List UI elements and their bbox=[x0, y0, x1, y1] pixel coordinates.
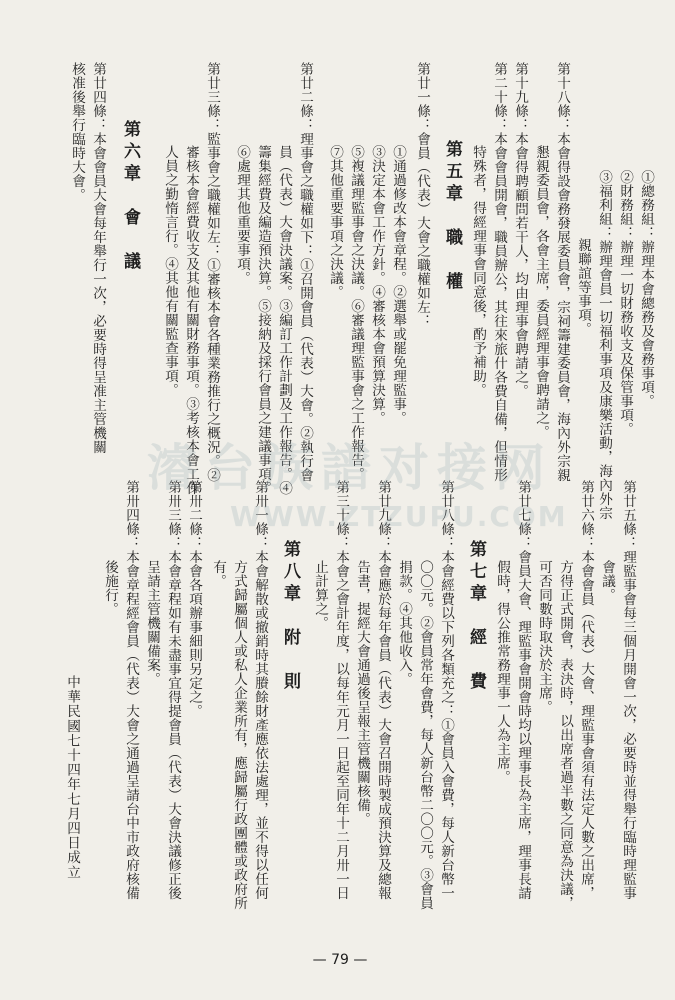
establishment-date: 中華民國七十四年七月四日成立 bbox=[64, 675, 80, 880]
text-column: ①總務組：辦理本會總務及會務事項。 bbox=[638, 170, 654, 408]
text-column: 第廿六條：本會會員（代表）大會、理監事會須有法定人數之出席， bbox=[578, 480, 594, 900]
text-column: 親聯誼等事項。 bbox=[575, 238, 591, 336]
text-column: 〇〇元。②會員常年會費，每人新台幣二〇〇元。③會員 bbox=[417, 560, 433, 910]
text-column: 止計算之。 bbox=[312, 560, 328, 630]
text-column: 第廿八條：本會經費以下列各類充之：①會員入會費，每人新台幣一 bbox=[438, 480, 454, 900]
watermark: 濬台族譜对接网 bbox=[147, 438, 553, 497]
text-column: 第廿二條：理事會之職權如下：①召開會員（代表）大會。②執行會 bbox=[297, 62, 313, 482]
text-column: 第二十條：本會會員開會，職員辦公，其往來旅什各費自備，但情形 bbox=[491, 62, 507, 482]
text-column: 第三十條：本會之會計年度，以每年元月一日起至同年十二月卅一日 bbox=[333, 480, 349, 900]
chapter-heading: 第六章 會 議 bbox=[120, 120, 140, 274]
text-column: 第廿五條：理監事會每三個月開會一次，必要時並得舉行臨時理監事 bbox=[620, 480, 636, 900]
text-column: 有。 bbox=[210, 560, 226, 588]
text-column: 第卅二條：本會各項辦事細則另定之。 bbox=[186, 480, 202, 718]
chapter-heading: 第五章 職 權 bbox=[442, 140, 462, 294]
text-column: 第卅一條：本會解散或撤銷時其賸餘財產應依法處理，並不得以任何 bbox=[252, 480, 268, 900]
text-column: ③福利組：辦理會員一切福利事項及康樂活動，海內外宗 bbox=[596, 170, 612, 520]
text-column: 第廿四條：本會會員大會每年舉行一次，必要時得呈准主管機關 bbox=[90, 62, 106, 454]
text-column: 第廿一條：會員（代表）大會之職權如左： bbox=[414, 62, 430, 328]
text-column: ②財務組：辦理一切財務收支及保管事項。 bbox=[617, 170, 633, 436]
text-column: 第卅三條：本會章程如有未盡事宜得提會員（代表）大會決議修正後 bbox=[165, 480, 181, 900]
text-column: 審核本會經費收支及其他有關財務事項。③考核本會工作 bbox=[183, 145, 199, 495]
text-column: 第十九條：本會得聘顧問若干人，均由理事會聘請之。 bbox=[512, 62, 528, 398]
text-column: ①通過修改本會章程。②選舉或罷免理監事。 bbox=[390, 145, 406, 425]
text-column: 第廿三條：監事會之職權如左：①審核本會各種業務推行之概況。② bbox=[204, 62, 220, 482]
text-column: 員（代表）大會決議案。③編訂工作計劃及工作報告。④ bbox=[276, 145, 292, 495]
text-column: 籌集經費及編造預決算。⑤接納及採行會員之建議事項。 bbox=[255, 145, 271, 495]
text-column: 特殊者，得經理事會同意後，酌予補助。 bbox=[470, 145, 486, 397]
text-column: 第廿七條：會員大會、理監事會開會時均以理事長為主席，理事長請 bbox=[515, 480, 531, 900]
text-column: 第卅四條：本會章程經會員（代表）大會之通過呈請台中市政府核備 bbox=[123, 480, 139, 900]
text-column: 方式歸屬個人或私人企業所有，應歸屬行政團體或政府所 bbox=[231, 560, 247, 910]
text-column: 方得正式開會，表決時，以出席者過半數之同意為決議， bbox=[557, 560, 573, 910]
text-column: 假時，得公推常務理事一人為主席。 bbox=[494, 560, 510, 784]
text-column: 第十八條：本會得設會務發展委員會，宗祠籌建委員會，海內外宗親 bbox=[554, 62, 570, 482]
text-column: ⑦其他重要事項之決議。 bbox=[327, 145, 343, 299]
page-number: — 79 — bbox=[312, 952, 368, 968]
text-column: 核准後舉行臨時大會。 bbox=[69, 62, 85, 202]
text-column: 懇親委員會，各會主席，委員經理事會聘請之。 bbox=[533, 145, 549, 439]
watermark-url: WWW.ZTZUPU.COM bbox=[230, 500, 568, 533]
text-column: ⑤複議理監事會之決議。⑥審議理監事會之工作報告。 bbox=[348, 145, 364, 481]
chapter-heading: 第七章 經 費 bbox=[466, 540, 486, 694]
text-column: 會議。 bbox=[599, 560, 615, 602]
text-column: ⑥處理其他重要事項。 bbox=[234, 145, 250, 285]
text-column: 人員之勤惰言行。④其他有關監查事項。 bbox=[162, 145, 178, 397]
text-column: 告書，提經大會通過後呈報主管機關核備。 bbox=[354, 560, 370, 826]
text-column: 呈請主管機關備案。 bbox=[144, 560, 160, 686]
text-column: 可否同數時取決於主席。 bbox=[536, 560, 552, 714]
chapter-heading: 第八章 附 則 bbox=[280, 540, 300, 694]
text-column: 後施行。 bbox=[102, 560, 118, 616]
text-column: 第廿九條：本會應於每年會員（代表）大會召開時製成預決算及總報 bbox=[375, 480, 391, 900]
text-column: 捐款。④其他收入。 bbox=[396, 560, 412, 686]
text-column: ③決定本會工作方針。④審核本會預算決算。 bbox=[369, 145, 385, 425]
